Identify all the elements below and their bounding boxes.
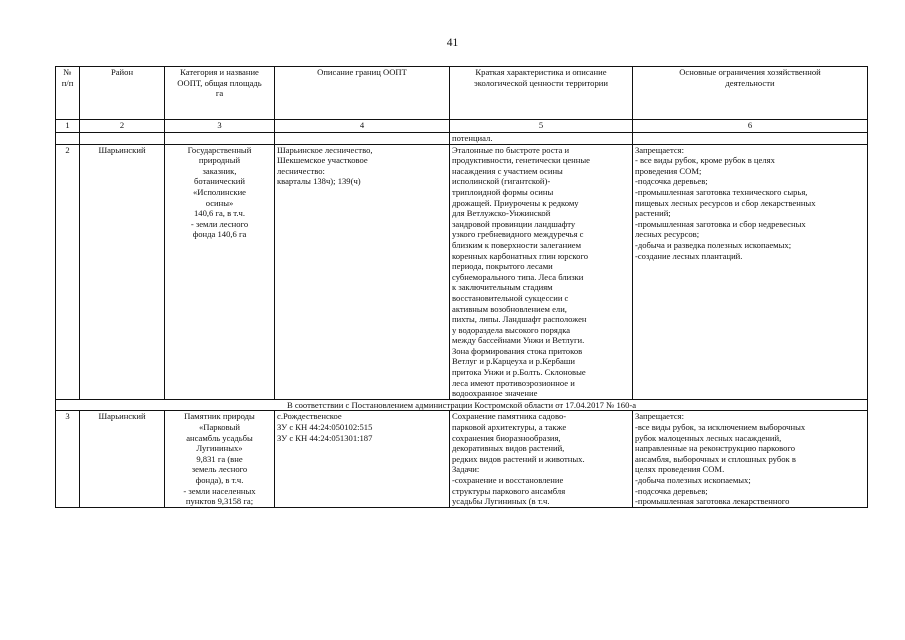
column-number: 1 — [56, 120, 80, 133]
row-district: Шарьинский — [80, 144, 165, 399]
row-number: 3 — [56, 411, 80, 507]
row-description: Сохранение памятника садово- парковой архитектуры, а также сохранения биоразнообразия, декоративных видов растений, редких видов растений и животных. Задачи: -сохранение и восстановление структуры паркового ансамбля усадьбы Лугининых (в т.ч. — [450, 411, 633, 507]
protected-areas-table — [55, 66, 868, 508]
row-boundaries: с.Рождественское ЗУ с КН 44:24:050102:515 ЗУ с КН 44:24:051301:187 — [275, 411, 450, 507]
page-number: 41 — [446, 37, 459, 49]
row-category: Памятник природы «Парковый ансамбль усадьбы Лугининых» 9,831 га (вне земель лесного фонда), в т.ч. - земли населенных пунктов 9,3158 га; — [165, 411, 275, 507]
header-category: Категория и название ООПТ, общая площадь га — [165, 67, 275, 120]
header-boundaries: Описание границ ООПТ — [275, 67, 450, 120]
header-number: № п/п — [56, 67, 80, 120]
column-number: 6 — [633, 120, 868, 133]
row-description: Эталонные по быстроте роста и продуктивности, генетически ценные насаждения с участием осины исполинской (гигантской)- триплоидной формы осины дрожащей. Приурочены к редкому для Ветлужско-Унжинской зандровой провинции ландшафту узкого гребневидного междуречья с близким к поверхности залеганием коренных карбонатных глин юрского периода, покрытого лесами субнеморального типа. Леса близки к заключительным стадиям восстановительной сукцессии с активным возобновлением ели, пихты, липы. Ландшафт расположен у водораздела высокого порядка между бассейнами Унжи и Ветлуги. Зона формирования стока притоков Ветлуг и р.Карцеуха и р.Кербаши притока Унжи и р.Болть. Склоновые леса имеют противоэрозионное и водоохранное значение — [450, 144, 633, 399]
continuation-row — [56, 133, 868, 145]
column-number: 2 — [80, 120, 165, 133]
table-row — [56, 144, 868, 399]
regulation-note: В соответствии с Постановлением администрации Костромской области от 17.04.2017 № 160-а — [56, 399, 868, 411]
column-number: 5 — [450, 120, 633, 133]
column-numbers-row — [56, 120, 868, 133]
header-district: Район — [80, 67, 165, 120]
row-boundaries: Шарьинское лесничество, Шекшемское участковое лесничество: кварталы 138ч); 139(ч) — [275, 144, 450, 399]
header-restrictions: Основные ограничения хозяйственной деятельности — [633, 67, 868, 120]
row-district: Шарьинский — [80, 411, 165, 507]
row-category: Государственный природный заказник, ботанический «Исполинские осины» 140,6 га, в т.ч. - земли лесного фонда 140,6 га — [165, 144, 275, 399]
row-number: 2 — [56, 144, 80, 399]
column-number: 3 — [165, 120, 275, 133]
row-restrictions: Запрещается: -все виды рубок, за исключением выборочных рубок малоценных лесных насаждений, направленные на реконструкцию паркового ансамбля, выборочных и сплошных рубок в целях проведения СОМ. -добыча полезных ископаемых; -подсочка деревьев; -промышленная заготовка лекарственного — [633, 411, 868, 507]
column-number: 4 — [275, 120, 450, 133]
row-restrictions: Запрещается: - все виды рубок, кроме рубок в целях проведения СОМ; -подсочка деревьев; -промышленная заготовка технического сырья, пищевых лесных ресурсов и сбор лекарственных растений; -промышленная заготовка и сбор недревесных лесных ресурсов; -добыча и разведка полезных ископаемых; -создание лесных плантаций. — [633, 144, 868, 399]
table-header-row — [56, 67, 868, 120]
header-description: Краткая характеристика и описание экологической ценности территории — [450, 67, 633, 120]
span-note-row — [56, 399, 868, 411]
continuation-text: потенциал. — [450, 133, 633, 145]
table-row — [56, 411, 868, 507]
